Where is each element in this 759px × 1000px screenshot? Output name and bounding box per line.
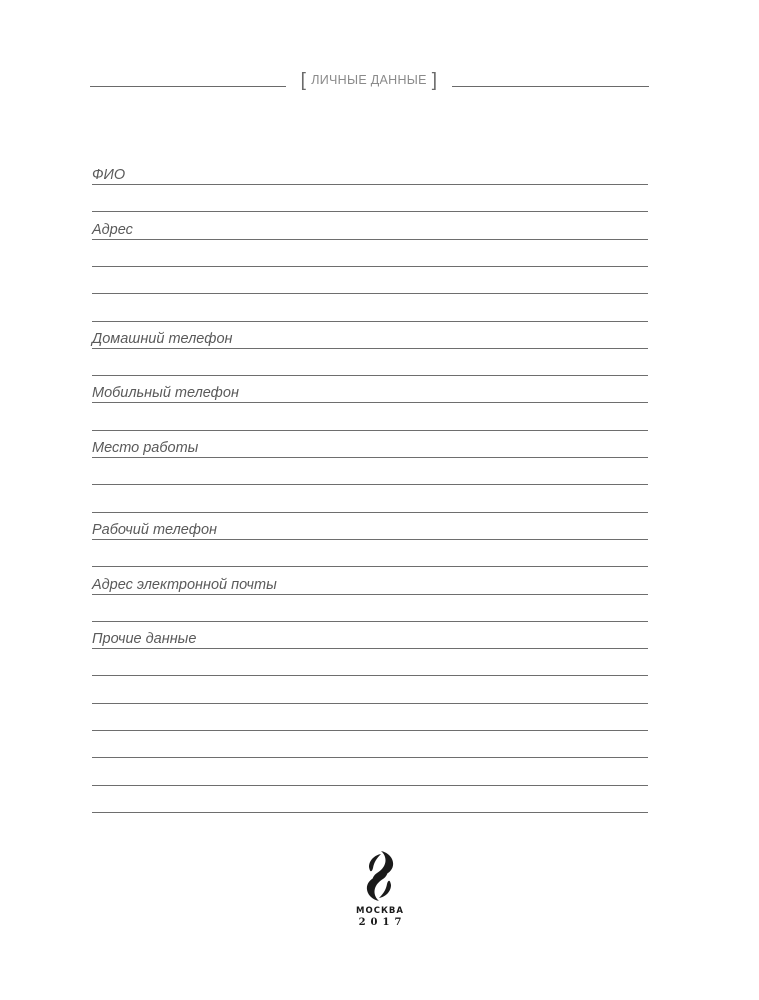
form-line-other[interactable] — [92, 626, 648, 649]
form-line-blank-5[interactable] — [92, 353, 648, 376]
field-label-email: Адрес электронной почты — [92, 576, 277, 593]
page-title-text: ЛИЧНЫЕ ДАННЫЕ — [311, 73, 427, 87]
form-line-blank-12[interactable] — [92, 681, 648, 704]
form-line-blank-2[interactable] — [92, 244, 648, 267]
form-line-workplace[interactable] — [92, 435, 648, 458]
publisher-logo — [330, 848, 430, 938]
form-line-blank-8[interactable] — [92, 490, 648, 513]
form-line-blank-9[interactable] — [92, 544, 648, 567]
form-line-fio[interactable] — [92, 162, 648, 185]
form-line-blank-4[interactable] — [92, 299, 648, 322]
field-label-work-phone: Рабочий телефон — [92, 521, 218, 538]
form-line-mobile-phone[interactable] — [92, 380, 648, 403]
form-line-address[interactable] — [92, 217, 648, 240]
field-label-home-phone: Домашний телефон — [92, 330, 233, 347]
form-line-blank-1[interactable] — [92, 189, 648, 212]
form-line-blank-13[interactable] — [92, 708, 648, 731]
form-line-blank-7[interactable] — [92, 462, 648, 485]
bracket-close: ] — [431, 70, 438, 91]
bracket-open: [ — [300, 70, 307, 91]
publisher-year: 2017 — [358, 917, 407, 928]
form-line-blank-10[interactable] — [92, 599, 648, 622]
field-label-address: Адрес — [92, 221, 133, 238]
field-label-mobile-phone: Мобильный телефон — [92, 385, 239, 402]
form-line-email[interactable] — [92, 572, 648, 595]
form-line-blank-6[interactable] — [92, 408, 648, 431]
eksmo-logo-icon — [360, 848, 400, 904]
form-line-blank-14[interactable] — [92, 735, 648, 758]
form-line-blank-16[interactable] — [92, 790, 648, 813]
field-label-fio: ФИО — [92, 167, 126, 183]
form-line-blank-11[interactable] — [92, 653, 648, 676]
field-label-workplace: Место работы — [92, 440, 199, 456]
form-line-home-phone[interactable] — [92, 326, 648, 349]
publisher-city: МОСКВА — [356, 906, 404, 916]
form-line-blank-3[interactable] — [92, 271, 648, 294]
form-line-work-phone[interactable] — [92, 517, 648, 540]
form-line-blank-15[interactable] — [92, 763, 648, 786]
field-label-other: Прочие данные — [92, 631, 197, 648]
